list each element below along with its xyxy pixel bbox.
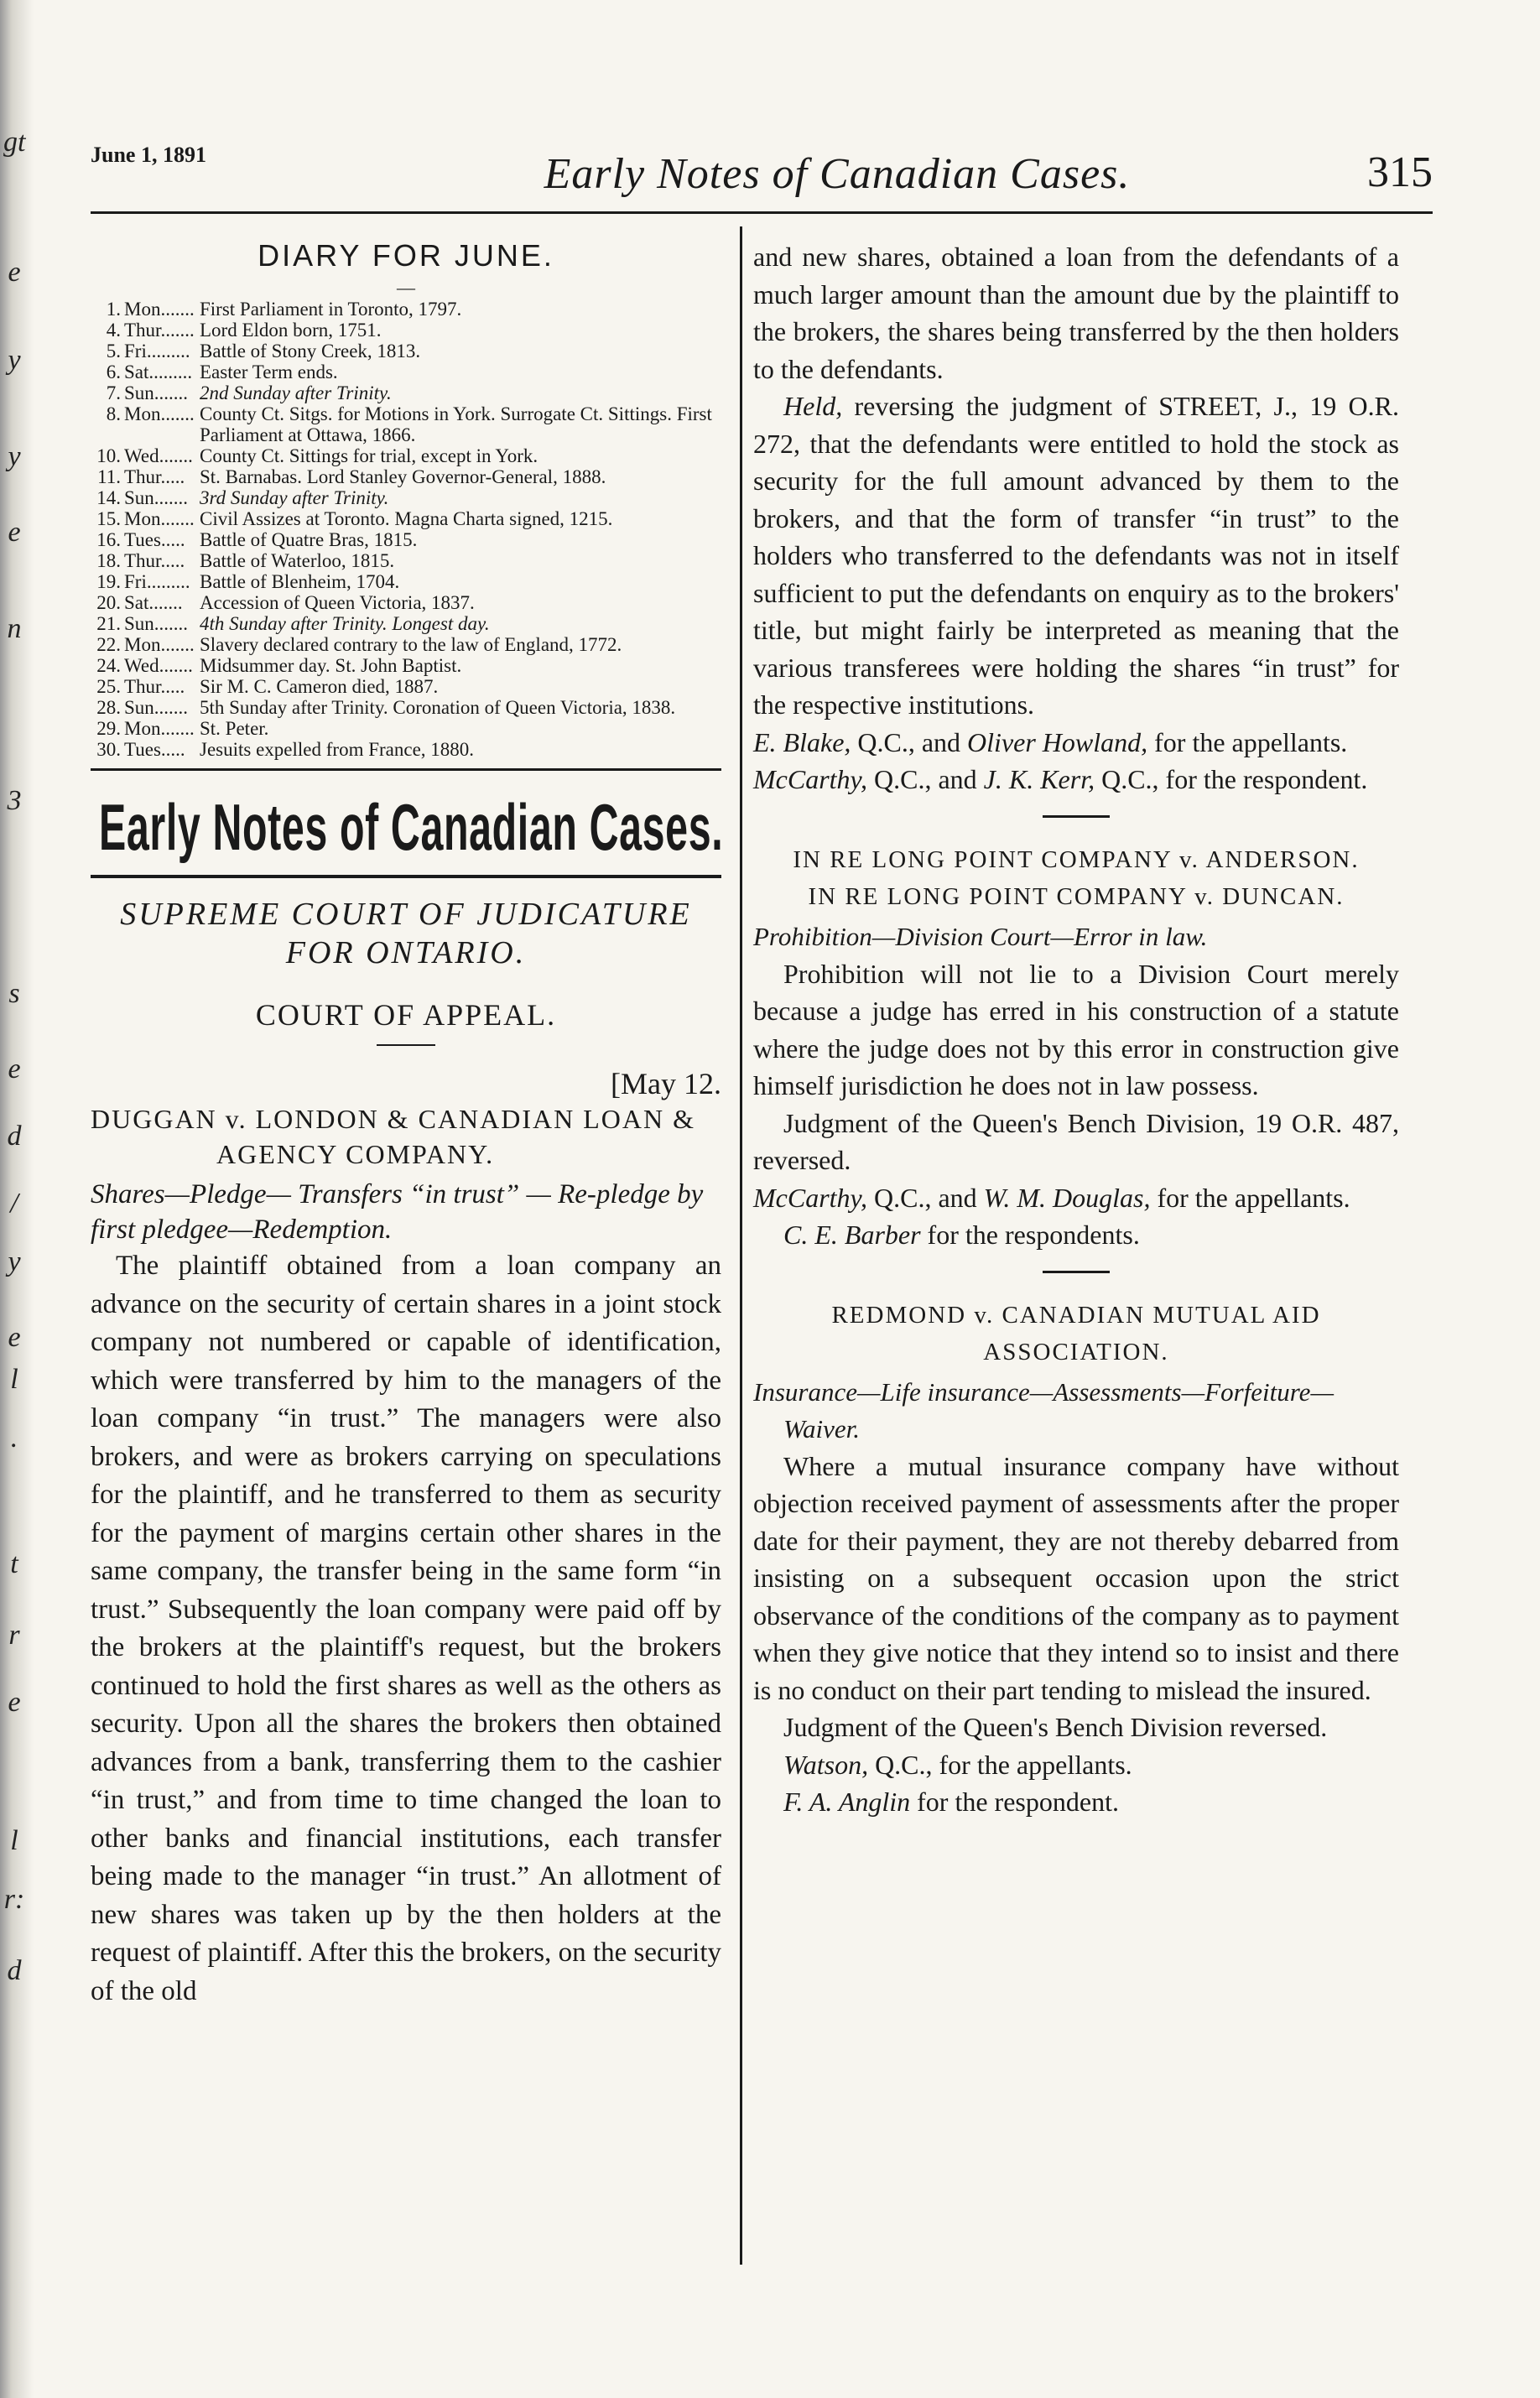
section-banner: Early Notes of Canadian Cases. xyxy=(99,790,724,864)
diary-text: Sir M. C. Cameron died, 1887. xyxy=(200,676,439,697)
diary-weekday: Wed....... xyxy=(124,445,193,466)
case1-title-line2: AGENCY COMPANY. xyxy=(216,1139,495,1169)
diary-separator: — xyxy=(397,277,415,298)
diary-weekday: Sun....... xyxy=(124,382,189,403)
diary-entry xyxy=(91,487,721,508)
case3-title-line2: ASSOCIATION. xyxy=(983,1338,1169,1365)
diary-text: Midsummer day. St. John Baptist. xyxy=(200,655,462,676)
diary-day: 11. xyxy=(97,466,121,487)
case3-paragraph: Where a mutual insurance company have without objection received payment of assessments after the proper date for their payment, they are not thereby debarred from insisting on a subsequent occasion upon the strict observance of the conditions of the company as to payment when they give notice that they intend so to insist and there is no conduct on their part tending to mislead the insured. xyxy=(753,1450,1399,1705)
diary-entry xyxy=(91,341,721,362)
diary-entry xyxy=(91,382,721,403)
margin-fragment: y xyxy=(8,345,21,376)
diary-text: County Ct. Sittings for trial, except in York. xyxy=(200,445,538,466)
diary-text: Battle of Quatre Bras, 1815. xyxy=(200,529,418,550)
diary-day: 28. xyxy=(96,697,121,718)
diary-day: 14. xyxy=(96,487,121,508)
diary-entry xyxy=(91,508,721,529)
diary-text: St. Peter. xyxy=(200,718,269,739)
diary-entry xyxy=(91,550,721,571)
margin-fragment: e xyxy=(8,1687,21,1718)
counsel-name: McCarthy, xyxy=(753,764,867,794)
counsel-text: for the respondents. xyxy=(920,1220,1140,1250)
case3-topic: Insurance—Life insurance—Assessments—Forfeiture—Waiver. xyxy=(753,1376,1334,1443)
case2-counsel-respondents xyxy=(753,1216,1399,1254)
diary-weekday: Sun....... xyxy=(124,697,189,718)
diary-day: 7. xyxy=(106,382,121,403)
diary-weekday: Sun....... xyxy=(124,613,189,634)
diary-text: Battle of Waterloo, 1815. xyxy=(200,550,395,571)
diary-day: 5. xyxy=(106,341,121,362)
margin-fragment: y xyxy=(8,1246,21,1277)
diary-day: 21. xyxy=(96,613,121,634)
case2-judgment: Judgment of the Queen's Bench Division, 19 O.R. 487, reversed. xyxy=(753,1107,1399,1175)
margin-fragment: l xyxy=(10,1825,18,1856)
diary-day: 24. xyxy=(96,655,121,676)
diary-weekday: Fri......... xyxy=(124,571,190,592)
margin-fragment: d xyxy=(7,1955,22,1986)
diary-text: 5th Sunday after Trinity. Coronation of Queen Victoria, 1838. xyxy=(200,697,676,718)
case2-body xyxy=(753,955,1399,1254)
case1-paragraph: The plaintiff obtained from a loan company an advance on the security of certain shares in a joint stock company not numbered or capable of identification, which were transferred by him to the managers of the loan company “in trust.” The managers were also brokers, and were as brokers carrying on speculations for the plaintiff, and he transferred to them as security for the payment of margins certain other shares in the same company, the transfer being in the same form “in trust.” Subsequently the loan company were paid off by the brokers at the plaintiff's request, but the brokers continued to hold the first shares as well as the others as security. Upon all the shares the brokers then obtained advances from a bank, transferring them to the cashier “in trust,” and from time to time changed the loan to other banks and financial institutions, each transfer being made to the manager “in trust.” An allotment of new shares was taken up by the then holders at the request of plaintiff. After this the brokers, on the security of the old xyxy=(91,1251,721,2006)
case3-title xyxy=(753,1297,1399,1371)
diary-title: DIARY FOR JUNE. xyxy=(258,238,554,273)
case1-title xyxy=(91,1101,721,1172)
header-date: June 1, 1891 xyxy=(91,143,206,167)
header-title: Early Notes of Canadian Cases. xyxy=(544,150,1131,198)
margin-fragment: gt xyxy=(3,127,26,158)
margin-fragment: l xyxy=(10,1364,18,1395)
case2-paragraph: Prohibition will not lie to a Division Court merely because a judge has erred in his construction of a statute where the judge does not by this error in construction give himself jurisdiction he does not in law possess. xyxy=(753,958,1399,1100)
diary-weekday: Wed....... xyxy=(124,655,193,676)
diary-weekday: Thur..... xyxy=(124,466,185,487)
diary-day: 6. xyxy=(106,362,121,382)
page-header xyxy=(91,109,1433,201)
counsel-name: Watson, xyxy=(783,1749,869,1780)
case-separator xyxy=(1043,1271,1110,1273)
counsel-name: F. A. Anglin xyxy=(783,1787,911,1817)
case1-date: [May 12. xyxy=(611,1067,721,1100)
margin-fragment: . xyxy=(10,1423,18,1454)
diary-text: Jesuits expelled from France, 1880. xyxy=(200,739,475,760)
banner-rule xyxy=(91,875,721,878)
right-column xyxy=(753,238,1399,1821)
counsel-text: for the appellants. xyxy=(1150,1182,1350,1213)
diary-text: Slavery declared contrary to the law of England, 1772. xyxy=(200,634,622,655)
margin-fragment: t xyxy=(10,1548,18,1579)
diary-rule xyxy=(91,768,721,771)
diary-text: Accession of Queen Victoria, 1837. xyxy=(200,592,475,613)
diary-text: 2nd Sunday after Trinity. xyxy=(200,382,392,403)
case2-counsel-appellants xyxy=(753,1179,1399,1217)
case1-counsel-respondent xyxy=(753,761,1399,798)
diary-text: 3rd Sunday after Trinity. xyxy=(200,487,389,508)
counsel-name: J. K. Kerr, xyxy=(983,764,1095,794)
case1-counsel-appellants xyxy=(753,724,1399,762)
margin-fragment: n xyxy=(7,613,22,644)
case3-counsel-respondent xyxy=(753,1783,1399,1821)
margin-fragment: s xyxy=(8,978,20,1009)
diary-weekday: Tues..... xyxy=(124,529,185,550)
diary-day: 30. xyxy=(96,739,121,760)
diary-list xyxy=(91,299,721,760)
left-column xyxy=(91,231,724,2010)
case3-body xyxy=(753,1448,1399,1821)
counsel-text: Q.C., for the respondent. xyxy=(1095,764,1368,794)
diary-day: 22. xyxy=(96,634,121,655)
diary-text: County Ct. Sitgs. for Motions in York. Surrogate Ct. Sittings. First Parliament at Ottawa, 1866. xyxy=(200,403,712,445)
diary-weekday: Mon....... xyxy=(124,634,195,655)
case3-title-line1: REDMOND v. CANADIAN MUTUAL AID xyxy=(831,1301,1321,1329)
diary-text: Battle of Stony Creek, 1813. xyxy=(200,341,421,362)
court-division: COURT OF APPEAL. xyxy=(255,998,557,1032)
division-rule xyxy=(377,1044,435,1046)
margin-fragment: d xyxy=(7,1121,22,1152)
court-name: SUPREME COURT OF JUDICATURE FOR ONTARIO. xyxy=(120,897,692,970)
diary-day: 16. xyxy=(96,529,121,550)
counsel-text: Q.C., and xyxy=(866,1182,984,1213)
column-divider xyxy=(740,226,742,2265)
counsel-name: C. E. Barber xyxy=(783,1220,921,1250)
diary-day: 29. xyxy=(96,718,121,739)
margin-fragment: / xyxy=(10,1188,18,1219)
diary-weekday: Thur..... xyxy=(124,550,185,571)
margin-fragment: r: xyxy=(3,1884,25,1915)
case2-title xyxy=(753,841,1399,915)
counsel-name: W. M. Douglas, xyxy=(983,1182,1151,1213)
diary-entry xyxy=(91,445,721,466)
counsel-name: McCarthy, xyxy=(753,1182,867,1213)
counsel-text: for the respondent. xyxy=(910,1787,1119,1817)
counsel-name: E. Blake, xyxy=(753,726,851,757)
margin-fragment: e xyxy=(8,1053,21,1085)
diary-weekday: Mon....... xyxy=(124,299,195,320)
case3-counsel-appellants xyxy=(753,1746,1399,1784)
case3-judgment: Judgment of the Queen's Bench Division reversed. xyxy=(783,1712,1328,1742)
diary-weekday: Sun....... xyxy=(124,487,189,508)
diary-weekday: Fri......... xyxy=(124,341,190,362)
diary-entry xyxy=(91,739,721,760)
diary-entry xyxy=(91,466,721,487)
case1-body-right: and new shares, obtained a loan from the defendants of a much larger amount than the amount due by the plaintiff to the brokers, the shares being transferred by the then holders to the defendants. xyxy=(753,242,1399,384)
diary-entry xyxy=(91,634,721,655)
diary-weekday: Thur..... xyxy=(124,676,185,697)
case-separator xyxy=(1043,815,1110,818)
diary-text: St. Barnabas. Lord Stanley Governor-General, 1888. xyxy=(200,466,606,487)
diary-day: 19. xyxy=(96,571,121,592)
diary-weekday: Mon....... xyxy=(124,508,195,529)
case1-topic: Shares—Pledge— Transfers “in trust” — Re-pledge by first pledgee—Redemption. xyxy=(91,1179,704,1245)
case1-continued xyxy=(753,238,1399,798)
diary-weekday: Mon....... xyxy=(124,718,195,739)
diary-weekday: Tues..... xyxy=(124,739,185,760)
diary-text: Civil Assizes at Toronto. Magna Charta signed, 1215. xyxy=(200,508,613,529)
diary-entry xyxy=(91,362,721,382)
diary-day: 15. xyxy=(96,508,121,529)
diary-weekday: Thur....... xyxy=(124,320,195,341)
margin-fragment: y xyxy=(8,441,21,472)
diary-text: Easter Term ends. xyxy=(200,362,338,382)
counsel-text: Q.C., and xyxy=(851,726,968,757)
margin-fragment: e xyxy=(8,517,21,548)
diary-text: First Parliament in Toronto, 1797. xyxy=(200,299,462,320)
diary-entry xyxy=(91,403,721,445)
diary-day: 18. xyxy=(96,550,121,571)
margin-fragment: r xyxy=(8,1620,20,1651)
diary-day: 4. xyxy=(106,320,121,341)
margin-fragment: 3 xyxy=(7,785,22,816)
diary-entry xyxy=(91,655,721,676)
diary-entry xyxy=(91,613,721,634)
counsel-text: Q.C., and xyxy=(866,764,984,794)
page-number: 315 xyxy=(1367,148,1433,196)
held-word: Held, xyxy=(783,391,843,421)
diary-text: 4th Sunday after Trinity. Longest day. xyxy=(200,613,490,634)
diary-day: 10. xyxy=(96,445,121,466)
diary-day: 8. xyxy=(106,403,121,424)
header-rule xyxy=(91,211,1433,214)
diary-entry xyxy=(91,320,721,341)
margin-fragment: e xyxy=(8,257,21,288)
margin-fragment: e xyxy=(8,1322,21,1353)
case2-title-line1: IN RE LONG POINT COMPANY v. ANDERSON. xyxy=(793,845,1360,873)
diary-entry xyxy=(91,571,721,592)
diary-entry xyxy=(91,697,721,718)
counsel-text: Q.C., for the appellants. xyxy=(868,1749,1132,1780)
diary-text: Lord Eldon born, 1751. xyxy=(200,320,382,341)
counsel-text: for the appellants. xyxy=(1147,726,1348,757)
case1-title-line1: DUGGAN v. LONDON & CANADIAN LOAN & xyxy=(91,1104,695,1134)
diary-entry xyxy=(91,529,721,550)
counsel-name: Oliver Howland, xyxy=(967,726,1148,757)
diary-day: 25. xyxy=(96,676,121,697)
case2-topic: Prohibition—Division Court—Error in law. xyxy=(753,921,1208,951)
diary-text: Battle of Blenheim, 1704. xyxy=(200,571,400,592)
diary-entry xyxy=(91,718,721,739)
diary-day: 1. xyxy=(106,299,121,320)
case1-held xyxy=(753,388,1399,724)
diary-weekday: Sat......... xyxy=(124,362,193,382)
case1-body-left xyxy=(91,1247,721,2010)
case2-title-line2: IN RE LONG POINT COMPANY v. DUNCAN. xyxy=(808,882,1345,910)
diary-weekday: Mon....... xyxy=(124,403,195,424)
diary-entry xyxy=(91,676,721,697)
diary-weekday: Sat....... xyxy=(124,592,183,613)
diary-entry xyxy=(91,592,721,613)
diary-entry xyxy=(91,299,721,320)
diary-day: 20. xyxy=(96,592,121,613)
held-text: reversing the judgment of STREET, J., 19 O.R. 272, that the defendants were entitled to hold the stock as security for the full amount advanced by them to the brokers, and that the form of transfer “in trust” to the holders who transferred to the defendants was not in itself sufficient to put the defendants on enquiry as to the brokers' title, but might fairly be interpreted as meaning that the various transferees were holding the shares “in trust” for the respective institutions. xyxy=(753,391,1399,720)
